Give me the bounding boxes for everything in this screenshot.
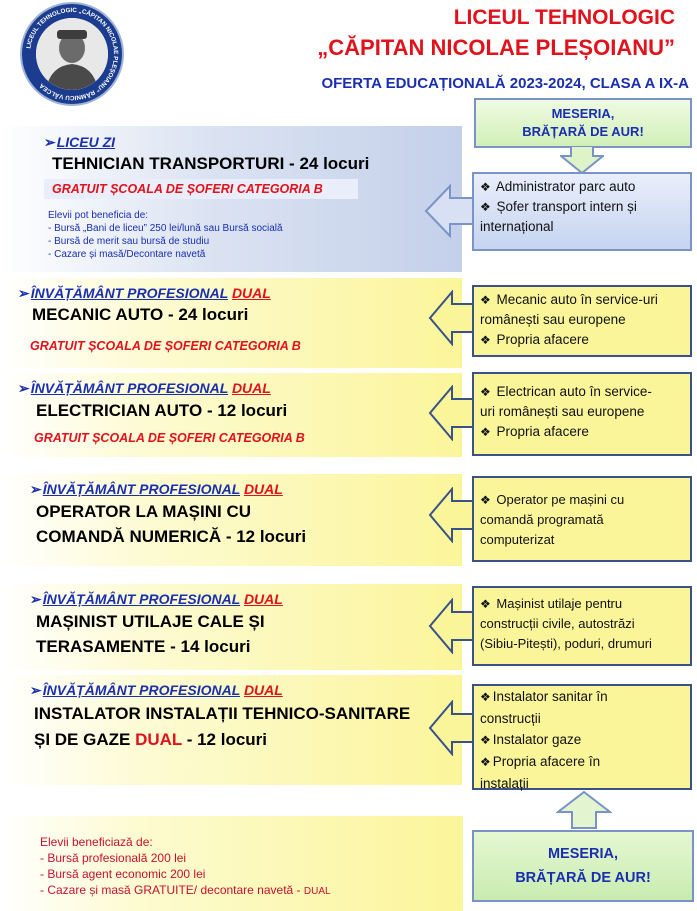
job-item: ❖ Instalator gaze	[480, 732, 582, 747]
job-item: computerizat	[480, 532, 555, 547]
bottom-benefits	[40, 834, 331, 900]
section-title-line1: MAȘINIST UTILAJE CALE ȘI	[36, 612, 265, 631]
section-title: TEHNICIAN TRANSPORTURI - 24 locuri	[52, 154, 370, 173]
jobs-box	[472, 586, 692, 666]
section-title-line1: OPERATOR LA MAȘINI CU	[36, 502, 252, 521]
jobs-box	[472, 285, 692, 357]
section-title: ELECTRICIAN AUTO - 12 locuri	[36, 401, 288, 420]
left-arrow-icon	[428, 487, 476, 543]
job-item: (Sibiu-Pitești), poduri, drumuri	[480, 636, 652, 651]
job-item: uri românești sau europene	[480, 404, 645, 419]
section-tag: ➢LICEU ZI	[44, 134, 116, 150]
job-item: ❖ Propria afacere în	[480, 754, 601, 769]
job-item: ❖ Șofer transport intern și	[480, 199, 637, 214]
job-item: ❖ Operator pe mașini cu	[480, 492, 625, 507]
gratuit-note: GRATUIT ȘCOALA DE ȘOFERI CATEGORIA B	[44, 179, 358, 199]
section-title: MECANIC AUTO - 24 locuri	[32, 305, 249, 324]
job-item: ❖ Propria afacere	[480, 424, 589, 439]
job-item: ❖ Administrator parc auto	[480, 179, 636, 194]
job-item: ❖ Instalator sanitar în	[480, 689, 608, 704]
benefits-list	[48, 209, 283, 261]
meseria-top-line2: BRĂȚARĂ DE AUR!	[522, 124, 644, 139]
job-item: ❖ Mecanic auto în service-uri	[480, 292, 658, 307]
benefit-item: - Bursă de merit sau bursă de studiu	[48, 236, 210, 247]
job-item: ❖ Electrican auto în service-	[480, 384, 652, 399]
job-item: ❖ Propria afacere	[480, 332, 589, 347]
arrow-bullet-icon: ➢	[30, 591, 42, 607]
job-item: construcții	[480, 711, 541, 726]
page-subtitle: OFERTA EDUCAȚIONALĂ 2023-2024, CLASA A IX-A	[321, 75, 689, 92]
meseria-top-line1: MESERIA,	[551, 106, 615, 121]
meseria-bottom-line2: BRĂȚARĂ DE AUR!	[515, 870, 651, 886]
benefit-item: - Cazare și masă/Decontare navetă	[48, 249, 206, 260]
left-arrow-icon	[424, 184, 476, 238]
meseria-top-box	[474, 98, 692, 148]
section-title-line2: COMANDĂ NUMERICĂ - 12 locuri	[36, 527, 307, 546]
meseria-bottom-line1: MESERIA,	[547, 846, 619, 862]
section-tag: ➢ÎNVĂȚĂMÂNT PROFESIONAL DUAL	[30, 481, 283, 497]
down-arrow-icon	[560, 146, 604, 174]
arrow-bullet-icon: ➢	[18, 380, 30, 396]
jobs-box	[472, 684, 692, 790]
jobs-box	[472, 372, 692, 456]
left-arrow-icon	[428, 700, 476, 756]
job-item: românești sau europene	[480, 312, 626, 327]
job-item: internațional	[480, 219, 554, 234]
job-item: construcții civile, autostrăzi	[480, 616, 635, 631]
page-title-line1: LICEUL TEHNOLOGIC	[453, 6, 675, 29]
job-item: comandă programată	[480, 512, 604, 527]
section-tag: ➢ÎNVĂȚĂMÂNT PROFESIONAL DUAL	[30, 682, 283, 698]
bottom-benefit-item: - Bursă profesională 200 lei	[40, 851, 187, 865]
benefits-title: Elevii pot beneficia de:	[48, 210, 149, 221]
job-item: instalații	[480, 776, 529, 791]
bottom-benefits-title: Elevii beneficiază de:	[40, 835, 153, 849]
section-tag: ➢ÎNVĂȚĂMÂNT PROFESIONAL DUAL	[18, 285, 271, 301]
left-arrow-icon	[428, 385, 476, 441]
section-tag: ➢ÎNVĂȚĂMÂNT PROFESIONAL DUAL	[18, 380, 271, 396]
left-arrow-icon	[428, 290, 476, 346]
page-title-line2: „CĂPITAN NICOLAE PLEȘOIANU”	[317, 35, 675, 60]
jobs-box	[472, 476, 692, 562]
arrow-bullet-icon: ➢	[18, 285, 30, 301]
gratuit-note: GRATUIT ȘCOALA DE ȘOFERI CATEGORIA B	[30, 339, 301, 353]
arrow-bullet-icon: ➢	[30, 481, 42, 497]
bottom-benefit-item: - Cazare și masă GRATUITE/ decontare navetă - DUAL	[40, 883, 331, 897]
logo-ring-text	[22, 4, 122, 104]
svg-text:LICEUL TEHNOLOGIC „CĂPITAN NIC: LICEUL TEHNOLOGIC „CĂPITAN NICOLAE PLEȘOIANU” RÂMNICU VÂLCEA	[25, 6, 120, 102]
arrow-bullet-icon: ➢	[44, 134, 56, 150]
school-logo	[20, 2, 124, 106]
gratuit-note: GRATUIT ȘCOALA DE ȘOFERI CATEGORIA B	[34, 431, 305, 445]
jobs-box	[472, 172, 692, 251]
up-arrow-icon	[556, 790, 612, 830]
section-title-line2: TERASAMENTE - 14 locuri	[36, 637, 251, 656]
bottom-benefit-item: - Bursă agent economic 200 lei	[40, 867, 206, 881]
section-title-line1: INSTALATOR INSTALAȚII TEHNICO-SANITARE	[34, 704, 411, 723]
left-arrow-icon	[428, 598, 476, 654]
section-tag: ➢ÎNVĂȚĂMÂNT PROFESIONAL DUAL	[30, 591, 283, 607]
benefit-item: - Bursă „Bani de liceu” 250 lei/lună sau Bursă socială	[48, 223, 283, 234]
meseria-bottom-box	[472, 830, 694, 902]
job-item: ❖ Mașinist utilaje pentru	[480, 596, 623, 611]
arrow-bullet-icon: ➢	[30, 682, 42, 698]
section-title-line2: ȘI DE GAZE DUAL - 12 locuri	[34, 730, 268, 749]
